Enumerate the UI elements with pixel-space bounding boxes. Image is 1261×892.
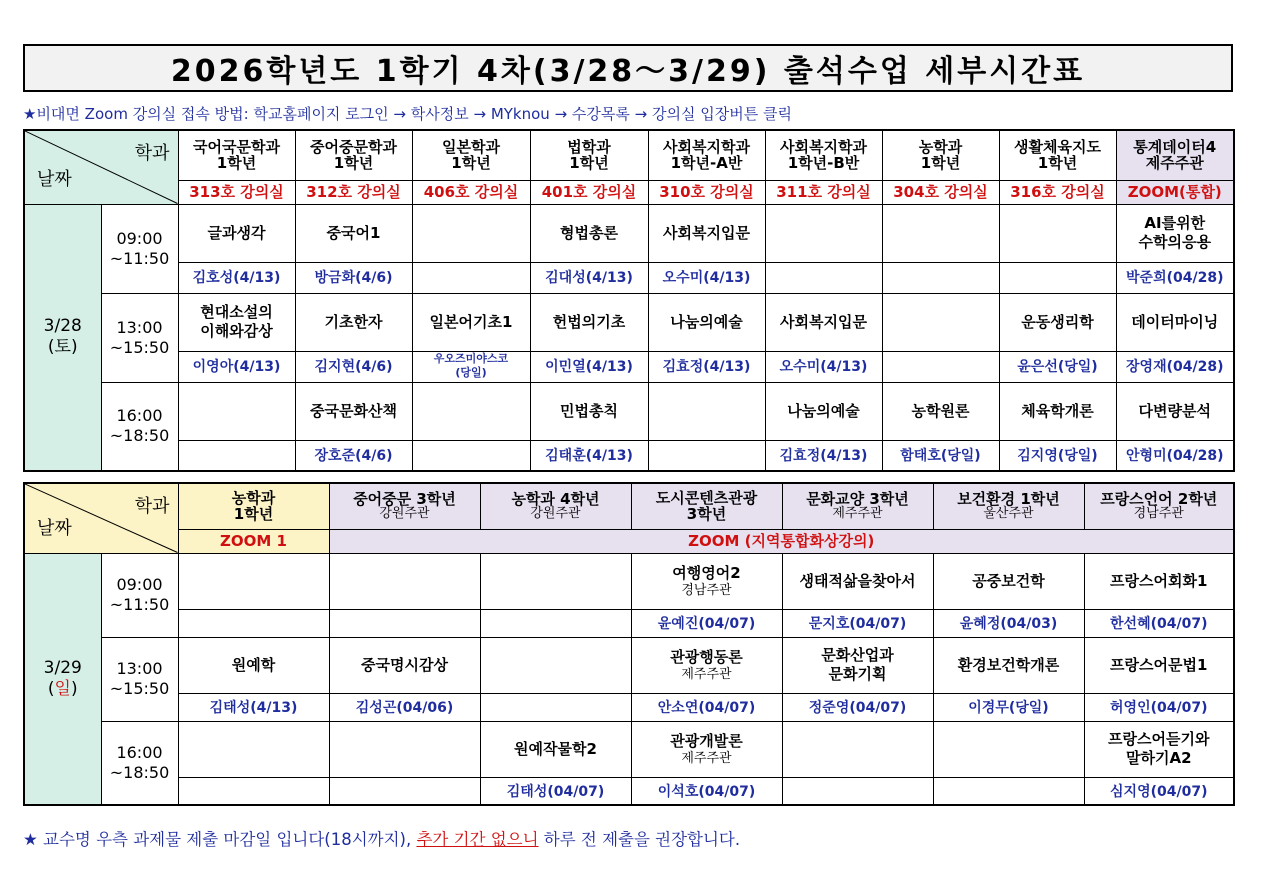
- day2-schedule-table: [23, 482, 1235, 806]
- subject-cell: [178, 382, 295, 440]
- subject-name: 중국어1: [326, 224, 381, 242]
- professor-cell: [178, 262, 295, 293]
- subject-cell: [412, 382, 530, 440]
- dept-name: 농학과: [918, 137, 963, 156]
- professor-name: 함태호(당일): [900, 448, 981, 464]
- subject-name: 데이터마이닝: [1131, 313, 1219, 331]
- subject-name: 중국명시감상: [361, 656, 448, 674]
- professor-cell: [648, 440, 765, 471]
- subject-name: 나눔의예술: [670, 313, 743, 331]
- dept-name: 일본학과: [442, 137, 500, 156]
- professor-cell: [999, 262, 1116, 293]
- subject-cell: [648, 293, 765, 351]
- professor-cell: [882, 440, 999, 471]
- subject-cell: [1116, 382, 1234, 440]
- dept-name: 프랑스언어 2학년: [1100, 489, 1218, 508]
- professor-cell: [178, 440, 295, 471]
- subject-name: 사회복지입문: [780, 313, 867, 331]
- professor-cell: [765, 440, 882, 471]
- time-slot: [101, 553, 178, 637]
- room-cell: 316호 강의실: [999, 180, 1116, 204]
- subject-name: 여행영어2: [672, 563, 741, 582]
- dept-header: [882, 130, 999, 180]
- dept-year: 제주주관: [1145, 154, 1204, 173]
- professor-name: 오수미(4/13): [779, 359, 868, 376]
- dept-name: 중어중문 3학년: [353, 489, 456, 508]
- professor-cell: [782, 609, 933, 637]
- professor-cell: [480, 693, 631, 721]
- subject-cell: [1084, 637, 1234, 693]
- dept-name: 보건환경 1학년: [957, 489, 1060, 508]
- dept-header: [1116, 130, 1234, 180]
- subject-cell: [1116, 204, 1234, 262]
- subject-cell: [295, 382, 412, 440]
- subject-name: 문화산업과 문화기획: [821, 646, 894, 683]
- time-start: 13:00: [116, 659, 163, 678]
- dept-year: 1학년-B반: [787, 154, 860, 173]
- time-end: ~11:50: [109, 248, 170, 268]
- professor-cell: [1116, 440, 1234, 471]
- professor-cell: [933, 693, 1084, 721]
- professor-cell: [329, 609, 480, 637]
- time-slot: [101, 637, 178, 721]
- professor-cell: [178, 609, 329, 637]
- subject-cell: [631, 721, 782, 777]
- subject-cell: [648, 382, 765, 440]
- professor-cell: [412, 262, 530, 293]
- dept-name: 중어중문학과: [310, 137, 397, 156]
- dept-header: [178, 130, 295, 180]
- professor-name: 정준영(04/07): [808, 699, 907, 716]
- professor-name: 박준희(04/28): [1126, 270, 1224, 287]
- dept-name: 문화교양 3학년: [806, 489, 909, 508]
- dept-header: [412, 130, 530, 180]
- subject-cell: [178, 721, 329, 777]
- zoom-access-notice: ★비대면 Zoom 강의실 접속 방법: 학교홈페이지 로그인 → 학사정보 → MYknou → 수강목록 → 강의실 입장버튼 클릭: [23, 105, 792, 123]
- subject-name: 공중보건학: [972, 572, 1045, 590]
- subject-cell: [882, 204, 999, 262]
- time-start: 09:00: [116, 228, 163, 248]
- dept-year: 1학년: [233, 505, 274, 524]
- dept-host: 울산주관: [983, 506, 1034, 522]
- weekday-paren: ): [70, 337, 78, 358]
- room-cell: 406호 강의실: [412, 180, 530, 204]
- subject-cell: [765, 204, 882, 262]
- dept-year: 1학년: [333, 154, 374, 173]
- subject-cell: [631, 637, 782, 693]
- subject-cell: [933, 553, 1084, 609]
- room-cell-merged: ZOOM (지역통합화상강의): [329, 529, 1234, 553]
- subject-cell: [933, 637, 1084, 693]
- professor-name: 문지호(04/07): [808, 615, 907, 632]
- professor-name: 김성곤(04/06): [355, 699, 454, 716]
- dept-name: 농학과 4학년: [511, 489, 600, 508]
- professor-cell: [178, 777, 329, 805]
- dept-header: [648, 130, 765, 180]
- footer-warning: 추가 기간 없으니: [416, 830, 539, 849]
- professor-cell: [295, 440, 412, 471]
- room-cell: 310호 강의실: [648, 180, 765, 204]
- professor-name: 김대성(4/13): [545, 270, 633, 287]
- time-slot: [101, 721, 178, 805]
- professor-cell: [765, 262, 882, 293]
- time-start: 16:00: [116, 742, 163, 762]
- professor-cell: [782, 777, 933, 805]
- dept-host: 제주주관: [832, 506, 883, 522]
- subject-cell: [648, 204, 765, 262]
- subject-name: 글과생각: [207, 224, 266, 242]
- subject-cell: [631, 553, 782, 609]
- time-end: ~15:50: [109, 679, 170, 698]
- subject-cell: [530, 204, 648, 262]
- dept-year: 1학년-A반: [670, 154, 743, 173]
- dept-header: [782, 483, 933, 529]
- subject-cell: [933, 721, 1084, 777]
- weekday-paren: ): [70, 678, 78, 699]
- professor-cell: [295, 351, 412, 382]
- professor-cell: [1084, 777, 1234, 805]
- subject-cell: [782, 637, 933, 693]
- time-start: 16:00: [116, 406, 163, 426]
- dept-year: 1학년: [1037, 154, 1078, 173]
- subject-cell: [329, 553, 480, 609]
- professor-cell: [882, 262, 999, 293]
- subject-cell: [765, 382, 882, 440]
- subject-cell: [178, 293, 295, 351]
- professor-name: 이민열(4/13): [545, 359, 633, 376]
- subject-name: 운동생리학: [1021, 313, 1094, 331]
- date-cell: [24, 204, 101, 471]
- professor-cell: [412, 351, 530, 382]
- professor-cell: [412, 440, 530, 471]
- dept-header: [631, 483, 782, 529]
- dept-name: 도시콘텐츠관광: [655, 488, 758, 507]
- professor-cell: [782, 693, 933, 721]
- professor-name: 윤예진(04/07): [657, 615, 756, 632]
- dept-header: [999, 130, 1116, 180]
- subject-cell: [295, 293, 412, 351]
- professor-name: 안형미(04/28): [1126, 448, 1224, 464]
- professor-cell: [1116, 262, 1234, 293]
- room-cell: 311호 강의실: [765, 180, 882, 204]
- subject-name: 생태적삶을찾아서: [799, 572, 916, 590]
- professor-cell: [329, 693, 480, 721]
- room-cell: 401호 강의실: [530, 180, 648, 204]
- room-cell: ZOOM(통합): [1116, 180, 1234, 204]
- subject-name: 중국문화산책: [310, 402, 397, 420]
- subject-cell: [329, 637, 480, 693]
- professor-name: 김태성(4/13): [209, 699, 298, 716]
- footer-part3: 하루 전 제출을 권장합니다.: [538, 830, 741, 849]
- subject-name: 원예학: [231, 656, 276, 674]
- professor-name: 한선혜(04/07): [1110, 615, 1208, 632]
- date-label: 3/28: [43, 316, 82, 336]
- subject-name: 형법총론: [560, 224, 618, 242]
- subject-name: 관광행동론: [670, 647, 743, 666]
- dept-year: 1학년: [216, 154, 257, 173]
- professor-cell: [530, 440, 648, 471]
- professor-name: 허영인(04/07): [1110, 699, 1208, 716]
- corner-date-label: 날짜: [37, 169, 72, 190]
- subject-cell: [782, 553, 933, 609]
- time-end: ~18:50: [109, 426, 170, 446]
- subject-name: 사회복지입문: [663, 224, 750, 242]
- subject-cell: [882, 293, 999, 351]
- room-cell: 304호 강의실: [882, 180, 999, 204]
- day1-schedule-table: [23, 129, 1235, 472]
- subject-name: 환경보건학개론: [957, 656, 1060, 674]
- page-title: 2026학년도 1학기 4차(3/28～3/29) 출석수업 세부시간표: [23, 44, 1233, 92]
- professor-cell: [1116, 351, 1234, 382]
- dept-header: [295, 130, 412, 180]
- professor-cell: [530, 262, 648, 293]
- subject-cell: [178, 637, 329, 693]
- time-start: 13:00: [116, 317, 163, 337]
- professor-name: 윤혜정(04/03): [959, 615, 1058, 632]
- professor-cell: [480, 609, 631, 637]
- corner-header: [24, 130, 178, 204]
- professor-cell: [530, 351, 648, 382]
- subject-cell: [530, 293, 648, 351]
- dept-header: [329, 483, 480, 529]
- dept-name: 통계데이터4: [1133, 137, 1217, 156]
- subject-cell: [882, 382, 999, 440]
- time-end: ~11:50: [109, 595, 170, 614]
- subject-cell: [782, 721, 933, 777]
- subject-name: 헌법의기초: [552, 313, 626, 331]
- professor-name: 장호준(4/6): [314, 448, 393, 464]
- subject-name: 원예작물학2: [514, 740, 597, 758]
- professor-name: 안소연(04/07): [657, 699, 756, 716]
- dept-name: 생활체육지도: [1014, 137, 1101, 156]
- dept-host: 강원주관: [530, 506, 581, 522]
- professor-cell: [178, 693, 329, 721]
- professor-cell: [1084, 609, 1234, 637]
- date-cell: [24, 553, 101, 805]
- professor-cell: [329, 777, 480, 805]
- subject-cell: [1084, 553, 1234, 609]
- professor-cell: [648, 351, 765, 382]
- dept-header: [480, 483, 631, 529]
- professor-name: 김지현(4/6): [314, 359, 393, 376]
- professor-name: 김태훈(4/13): [545, 448, 633, 464]
- time-start: 09:00: [116, 575, 163, 594]
- footer-notice: [23, 826, 740, 850]
- dept-header: [1084, 483, 1234, 529]
- professor-name: 김효정(4/13): [662, 359, 751, 376]
- subject-cell: [480, 637, 631, 693]
- professor-cell: [933, 609, 1084, 637]
- subject-cell: [295, 204, 412, 262]
- dept-name: 농학과: [231, 488, 276, 507]
- subject-cell: [412, 293, 530, 351]
- weekday-label: 일: [54, 678, 71, 699]
- subject-cell: [530, 382, 648, 440]
- dept-header: [765, 130, 882, 180]
- professor-cell: [178, 351, 295, 382]
- professor-name: 심지영(04/07): [1110, 783, 1208, 800]
- subject-name: 농학원론: [911, 402, 970, 420]
- dept-host: 경남주관: [1133, 506, 1184, 522]
- professor-name: 이영아(4/13): [192, 359, 281, 376]
- dept-header: [178, 483, 329, 529]
- subject-name: 체육학개론: [1021, 402, 1094, 420]
- time-end: ~18:50: [109, 762, 170, 782]
- dept-header: [933, 483, 1084, 529]
- professor-name: 방금화(4/6): [314, 270, 393, 287]
- weekday-paren: (: [47, 678, 55, 699]
- dept-name: 국어국문학과: [193, 137, 280, 156]
- dept-year: 1학년: [451, 154, 491, 173]
- room-cell: ZOOM 1: [178, 529, 329, 553]
- professor-name: 장영재(04/28): [1126, 359, 1224, 376]
- subject-host: 경남주관: [681, 582, 732, 598]
- time-end: ~15:50: [109, 337, 170, 357]
- dept-year: 3학년: [686, 505, 727, 524]
- subject-name: 현대소설의 이해와감상: [200, 303, 273, 340]
- subject-name: 다변량분석: [1138, 402, 1211, 420]
- dept-year: 1학년: [569, 154, 609, 173]
- subject-cell: [999, 382, 1116, 440]
- professor-name: 윤은선(당일): [1017, 359, 1098, 376]
- subject-name: 프랑스어회화1: [1110, 572, 1208, 590]
- professor-cell: [295, 262, 412, 293]
- professor-cell: [1084, 693, 1234, 721]
- professor-cell: [882, 351, 999, 382]
- corner-dept-label: 학과: [134, 143, 170, 164]
- professor-cell: [999, 351, 1116, 382]
- dept-host: 강원주관: [379, 506, 430, 522]
- subject-host: 제주주관: [681, 750, 732, 766]
- subject-name: 나눔의예술: [787, 402, 860, 420]
- weekday-label: 토: [54, 337, 71, 358]
- subject-name: 민법총칙: [560, 402, 618, 420]
- subject-name: AI를위한 수학의응용: [1138, 214, 1211, 251]
- subject-cell: [999, 293, 1116, 351]
- professor-cell: [765, 351, 882, 382]
- subject-name: 관광개발론: [670, 731, 743, 750]
- subject-name: 일본어기초1: [429, 313, 513, 331]
- time-slot: [101, 204, 178, 293]
- professor-name: 이석호(04/07): [657, 783, 756, 800]
- professor-cell: [480, 777, 631, 805]
- subject-cell: [765, 293, 882, 351]
- subject-cell: [1116, 293, 1234, 351]
- subject-cell: [412, 204, 530, 262]
- professor-cell: [999, 440, 1116, 471]
- subject-name: 기초한자: [324, 313, 383, 331]
- professor-cell: [933, 777, 1084, 805]
- professor-name: 김효정(4/13): [779, 448, 868, 464]
- subject-cell: [178, 553, 329, 609]
- professor-name: 오수미(4/13): [662, 270, 751, 287]
- professor-name: 우오즈미야스코 (당일): [433, 352, 509, 379]
- subject-cell: [999, 204, 1116, 262]
- dept-header: [530, 130, 648, 180]
- corner-dept-label: 학과: [134, 496, 170, 517]
- room-cell: 312호 강의실: [295, 180, 412, 204]
- dept-year: 1학년: [920, 154, 961, 173]
- corner-date-label: 날짜: [37, 518, 72, 539]
- subject-cell: [178, 204, 295, 262]
- professor-name: 김태성(04/07): [506, 783, 605, 800]
- subject-cell: [329, 721, 480, 777]
- dept-name: 사회복지학과: [663, 137, 750, 156]
- professor-cell: [631, 609, 782, 637]
- date-label: 3/29: [43, 657, 82, 678]
- subject-name: 프랑스어듣기와 말하기A2: [1108, 730, 1210, 767]
- subject-cell: [1084, 721, 1234, 777]
- subject-cell: [480, 721, 631, 777]
- dept-name: 사회복지학과: [780, 137, 867, 156]
- professor-cell: [631, 693, 782, 721]
- corner-header: [24, 483, 178, 553]
- room-cell: 313호 강의실: [178, 180, 295, 204]
- subject-cell: [480, 553, 631, 609]
- professor-cell: [648, 262, 765, 293]
- time-slot: [101, 382, 178, 471]
- subject-host: 제주주관: [681, 666, 732, 682]
- professor-name: 김지영(당일): [1017, 448, 1098, 464]
- professor-name: 김호성(4/13): [192, 270, 281, 287]
- subject-name: 프랑스어문법1: [1110, 656, 1208, 674]
- professor-name: 이경무(당일): [968, 699, 1049, 716]
- weekday-paren: (: [47, 337, 55, 358]
- dept-name: 법학과: [567, 137, 611, 156]
- professor-cell: [631, 777, 782, 805]
- time-slot: [101, 293, 178, 382]
- footer-part1: ★ 교수명 우측 과제물 제출 마감일 입니다(18시까지),: [23, 830, 417, 849]
